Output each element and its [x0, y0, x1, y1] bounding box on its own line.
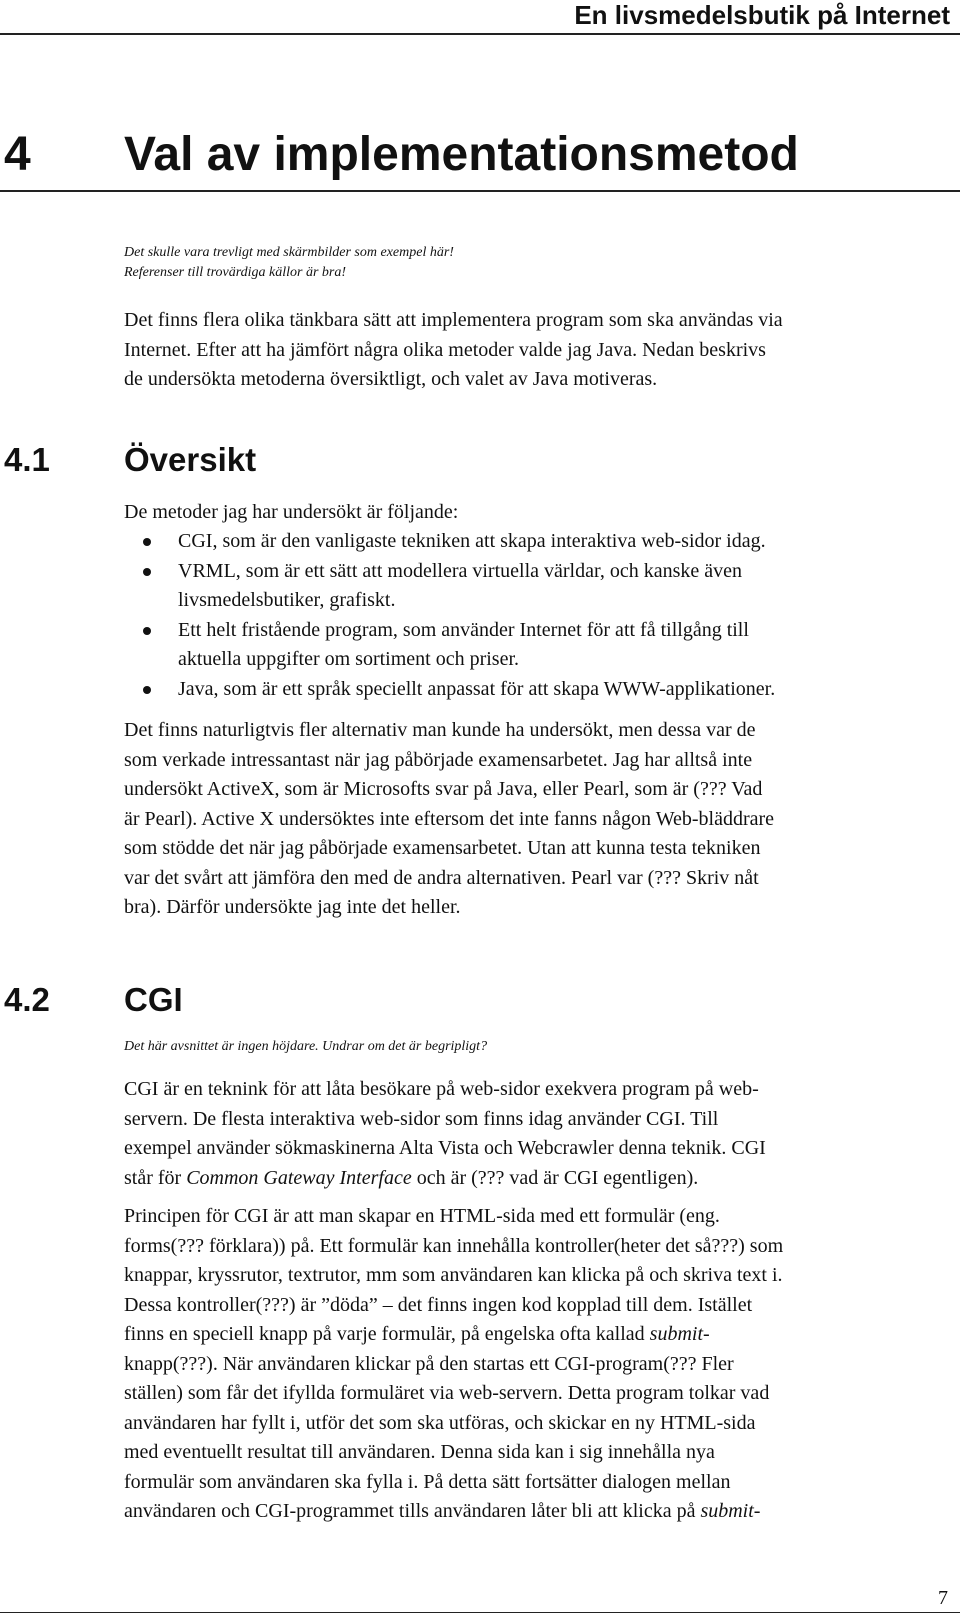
- paragraph-line: undersökt ActiveX, som är Microsofts svar på Java, eller Pearl, som är (??? Vad: [124, 778, 763, 800]
- italic-term: submit: [700, 1500, 754, 1522]
- paragraph-line: forms(??? förklara)) på. Ett formulär kan innehålla kontroller(heter det så???) som: [124, 1234, 784, 1257]
- chapter-title: Val av implementationsmetod: [124, 128, 799, 181]
- section-title: Översikt: [124, 441, 257, 478]
- text-run: -: [753, 1500, 761, 1522]
- paragraph-line: [124, 1497, 960, 1527]
- text-run: finns en speciell knapp på varje formulär, på engelska ofta kallad: [124, 1323, 650, 1345]
- list-item: [124, 527, 944, 557]
- chapter-divider: [0, 190, 960, 192]
- cgi-paragraph-1: [124, 1075, 960, 1193]
- paragraph-line: användaren har fyllt i, utför det som ska utföras, och skickar en ny HTML-sida: [124, 1411, 756, 1434]
- comment-line: Det här avsnittet är ingen höjdare. Undrar om det är begripligt?: [124, 1039, 488, 1054]
- paragraph-line: som verkade intressantast när jag påbörjade examensarbetet. Jag har alltså inte: [124, 748, 753, 771]
- text-run: användaren och CGI-programmet tills användaren låter bli att klicka på: [124, 1500, 701, 1522]
- paragraph-line: Internet. Efter att ha jämfört några olika metoder valde jag Java. Nedan beskrivs: [124, 338, 766, 361]
- italic-term: Common Gateway Interface: [186, 1166, 412, 1189]
- chapter-number: 4: [4, 128, 31, 181]
- comment-line: Det skulle vara trevligt med skärmbilder som exempel här!: [124, 245, 454, 260]
- list-item-line: CGI, som är den vanligaste tekniken att skapa interaktiva web-sidor idag.: [178, 530, 766, 552]
- text-run: och är (??? vad är CGI egentligen).: [411, 1166, 699, 1189]
- paragraph-line: de undersökta metoderna översiktligt, och valet av Java motiveras.: [124, 368, 658, 390]
- paragraph-line: Principen för CGI är att man skapar en HTML-sida med ett formulär (eng.: [124, 1205, 720, 1227]
- italic-term: submit: [649, 1323, 704, 1345]
- bullet-icon: [143, 568, 151, 576]
- paragraph-line: [124, 1320, 960, 1350]
- chapter-intro-paragraph: [124, 306, 960, 395]
- text-run: -: [703, 1323, 710, 1345]
- list-item: [124, 675, 944, 705]
- paragraph-line: Dessa kontroller(???) är ”döda” – det finns ingen kod kopplad till dem. Istället: [124, 1293, 753, 1316]
- section-title: CGI: [124, 981, 183, 1018]
- paragraph-line: Det finns flera olika tänkbara sätt att implementera program som ska användas via: [124, 309, 783, 331]
- comment-line: Referenser till trovärdiga källor är bra!: [124, 265, 347, 280]
- bullet-icon: [143, 686, 151, 694]
- running-header-title: En livsmedelsbutik på Internet: [574, 0, 950, 30]
- section-number: 4.1: [4, 441, 50, 478]
- section-number: 4.2: [4, 981, 50, 1018]
- bullet-icon: [143, 538, 151, 546]
- paragraph-line: Det finns naturligtvis fler alternativ man kunde ha undersökt, men dessa var de: [124, 719, 756, 741]
- header-divider: [0, 33, 960, 35]
- list-item-line: VRML, som är ett sätt att modellera virtuella världar, och kanske även: [178, 559, 743, 582]
- section-comment: [124, 1037, 944, 1057]
- section-paragraph: [124, 716, 960, 923]
- list-item-line: aktuella uppgifter om sortiment och priser.: [178, 648, 520, 670]
- list-item-line: Ett helt fristående program, som använder Internet för att få tillgång till: [178, 618, 749, 641]
- paragraph-line: servern. De flesta interaktiva web-sidor som finns idag använder CGI. Till: [124, 1107, 719, 1130]
- text-run: står för: [124, 1166, 187, 1189]
- methods-list: [124, 527, 944, 704]
- bullet-icon: [143, 627, 151, 635]
- page-number: 7: [938, 1587, 948, 1609]
- paragraph-line: De metoder jag har undersökt är följande:: [124, 501, 459, 523]
- paragraph-line: knapp(???). När användaren klickar på den startas ett CGI-program(??? Fler: [124, 1352, 734, 1375]
- paragraph-line: var det svårt att jämföra den med de andra alternativen. Pearl var (??? Skriv nåt: [124, 866, 759, 889]
- chapter-comment: [124, 243, 944, 283]
- paragraph-line: formulär som användaren ska fylla i. På detta sätt fortsätter dialogen mellan: [124, 1470, 731, 1493]
- paragraph-line: exempel använder sökmaskinerna Alta Vista och Webcrawler denna teknik. CGI: [124, 1137, 766, 1159]
- paragraph-line: [124, 1164, 960, 1194]
- paragraph-line: knappar, kryssrutor, textrutor, mm som användaren kan klicka på och skriva text i.: [124, 1264, 783, 1286]
- list-item-line: Java, som är ett språk speciellt anpassat för att skapa WWW-applikationer.: [178, 677, 776, 700]
- list-item: [124, 557, 944, 616]
- paragraph-line: CGI är en teknink för att låta besökare på web-sidor exekvera program på web-: [124, 1078, 759, 1100]
- section-lead: [124, 498, 960, 528]
- paragraph-line: med eventuellt resultat till användaren. Denna sida kan i sig innehålla nya: [124, 1441, 715, 1463]
- paragraph-line: är Pearl). Active X undersöktes inte eftersom det inte fanns någon Web-bläddrare: [124, 807, 775, 830]
- paragraph-line: ställen) som får det ifyllda formuläret via web-servern. Detta program tolkar vad: [124, 1382, 770, 1404]
- list-item: [124, 616, 944, 675]
- paragraph-line: som stödde det när jag påbörjade examensarbetet. Utan att kunna testa tekniken: [124, 837, 761, 859]
- cgi-paragraph-2: [124, 1202, 960, 1527]
- paragraph-line: bra). Därför undersökte jag inte det heller.: [124, 896, 461, 918]
- list-item-line: livsmedelsbutiker, grafiskt.: [178, 589, 396, 611]
